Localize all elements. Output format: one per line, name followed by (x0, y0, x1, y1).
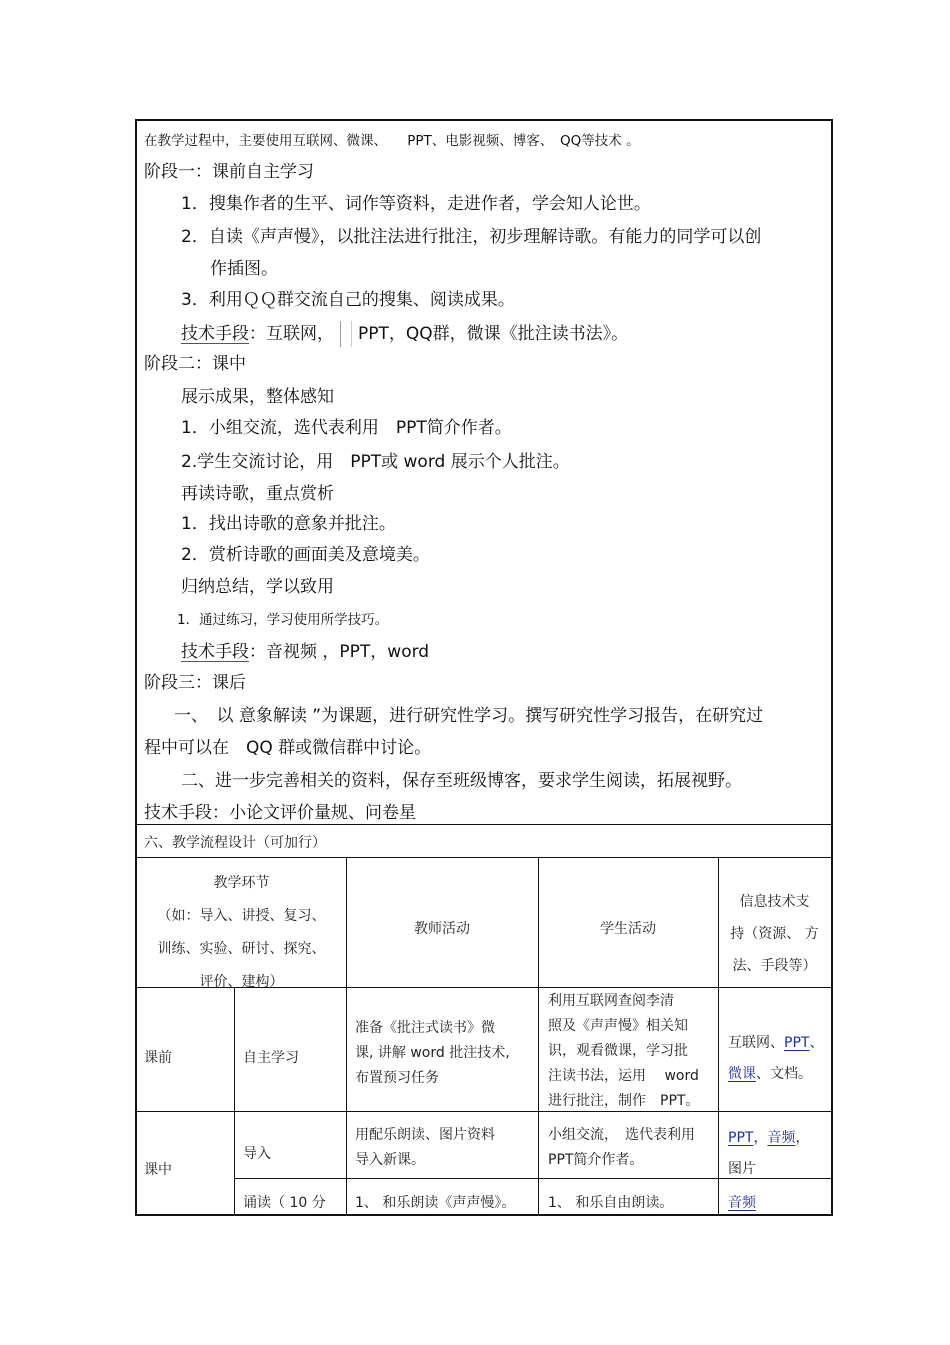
stage1-tech (181, 321, 628, 347)
divider (137, 1111, 831, 1112)
text-cursor-icon (340, 321, 352, 347)
micro-lesson-link[interactable]: 微课 (728, 1066, 756, 1082)
row-step: 自主学习 (243, 1050, 299, 1066)
stage3-line: 一、 以 意象解读 ”为课题，进行研究性学习。撰写研究性学习报告，在研究过 (174, 706, 764, 726)
cell-text: 、 (809, 1035, 824, 1051)
stage1-title: 阶段一：课前自主学习 (144, 162, 314, 182)
header-teaching-step (137, 867, 346, 999)
cell-text: ， (795, 1130, 810, 1146)
row-it-support (728, 1123, 828, 1185)
stage2-line: 1．小组交流，选代表利用 PPT简介作者。 (181, 418, 512, 438)
cell-line: 注读书法，运用 word (548, 1068, 699, 1084)
cell-text: 、文档。 (756, 1066, 812, 1082)
header-line: 法、手段等） (732, 958, 817, 974)
tech-text: ：音视频 ，PPT，word (249, 642, 430, 662)
intro-text: 在教学过程中，主要使用互联网、微课、 PPT、电影视频、博客、 QQ等技术 。 (144, 133, 640, 149)
cell-line: 课, 讲解 word 批注技术, (355, 1045, 510, 1061)
header-line: 训练、实验、研讨、探究、 (157, 941, 326, 957)
stage3-line: 程中可以在 QQ 群或微信群中讨论。 (144, 738, 432, 758)
cell-line: 进行批注，制作 PPT。 (548, 1093, 700, 1109)
column-divider (346, 857, 347, 1214)
header-teacher-activity: 教师活动 (414, 921, 470, 937)
row-phase: 课前 (144, 1050, 172, 1066)
divider (137, 824, 831, 825)
audio-link[interactable]: 音频 (767, 1130, 796, 1146)
header-line: 持（资源、 方 (730, 926, 819, 942)
stage2-line: 2．赏析诗歌的画面美及意境美。 (181, 545, 430, 565)
row-student-activity (548, 1123, 718, 1173)
document-table (135, 119, 833, 1216)
cell-text: 互联网、 (728, 1035, 784, 1051)
stage1-item: 作插图。 (210, 259, 278, 279)
stage1-item: 2．自读《声声慢》，以批注法进行批注，初步理解诗歌。有能力的同学可以创 (181, 227, 762, 247)
stage3-tech: 技术手段：小论文评价量规、问卷星 (144, 803, 416, 823)
audio-link[interactable]: 音频 (728, 1195, 756, 1211)
row-it-support (728, 1191, 756, 1216)
row-phase: 课中 (144, 1162, 172, 1178)
stage2-small-line: 1．通过练习，学习使用所学技巧。 (177, 612, 389, 628)
header-line: 信息技术支 (739, 894, 810, 910)
column-divider (538, 857, 539, 1214)
cell-line: PPT简介作者。 (548, 1152, 644, 1168)
stage1-item: 1．搜集作者的生平、词作等资料，走进作者，学会知人论世。 (181, 194, 651, 214)
tech-text: ：互联网， (249, 324, 334, 344)
header-student-activity: 学生活动 (600, 921, 656, 937)
header-it-support (718, 886, 831, 982)
stage2-tech (181, 641, 429, 663)
cell-text: ， (753, 1130, 768, 1146)
stage2-title: 阶段二：课中 (144, 354, 246, 374)
stage1-item: 3．利用ＱＱ群交流自己的搜集、阅读成果。 (181, 290, 515, 310)
row-teacher-activity: 1、 和乐朗读《声声慢》。 (355, 1195, 516, 1211)
header-line: 教学环节 (213, 875, 270, 891)
column-divider (234, 987, 235, 1214)
tech-label: 技术手段 (181, 642, 249, 662)
cell-line: 利用互联网查阅李清 (548, 993, 674, 1009)
header-line: 评价、建构） (199, 974, 284, 990)
cell-line: 小组交流， 选代表利用 (548, 1127, 695, 1143)
cell-line: 照及《声声慢》相关知 (548, 1018, 688, 1034)
row-student-activity (548, 989, 718, 1114)
stage3-title: 阶段三：课后 (144, 673, 246, 693)
stage2-line: 展示成果，整体感知 (181, 387, 334, 407)
header-line: （如：导入、讲授、复习、 (157, 908, 326, 924)
row-step: 诵读（ 10 分 (243, 1195, 326, 1211)
stage2-line: 归纳总结，学以致用 (181, 577, 334, 597)
tech-text: PPT，QQ群，微课《批注读书法》。 (358, 324, 629, 344)
cell-line: 识，观看微课，学习批 (548, 1043, 688, 1059)
row-teacher-activity (355, 1016, 535, 1091)
section6-title: 六、教学流程设计（可加行） (144, 835, 326, 851)
row-student-activity: 1、 和乐自由朗读。 (548, 1195, 674, 1211)
stage2-line: 再读诗歌，重点赏析 (181, 484, 334, 504)
row-step: 导入 (243, 1146, 271, 1162)
cell-line: 布置预习任务 (355, 1070, 439, 1086)
cell-line: 导入新课。 (355, 1152, 425, 1168)
row-it-support (728, 1028, 828, 1090)
tech-label: 技术手段 (181, 324, 249, 344)
divider (137, 857, 831, 858)
stage2-line: 2.学生交流讨论，用 PPT或 word 展示个人批注。 (181, 452, 570, 472)
row-teacher-activity (355, 1123, 535, 1173)
cell-line: 准备《批注式读书》微 (355, 1020, 495, 1036)
stages-section (137, 121, 831, 824)
ppt-link[interactable]: PPT (728, 1130, 754, 1146)
cell-line: 用配乐朗读、图片资料 (355, 1127, 495, 1143)
stage3-line: 二、进一步完善相关的资料，保存至班级博客，要求学生阅读，拓展视野。 (181, 771, 742, 791)
cell-text: 图片 (728, 1161, 756, 1177)
stage2-line: 1．找出诗歌的意象并批注。 (181, 514, 396, 534)
ppt-link[interactable]: PPT (784, 1035, 810, 1051)
